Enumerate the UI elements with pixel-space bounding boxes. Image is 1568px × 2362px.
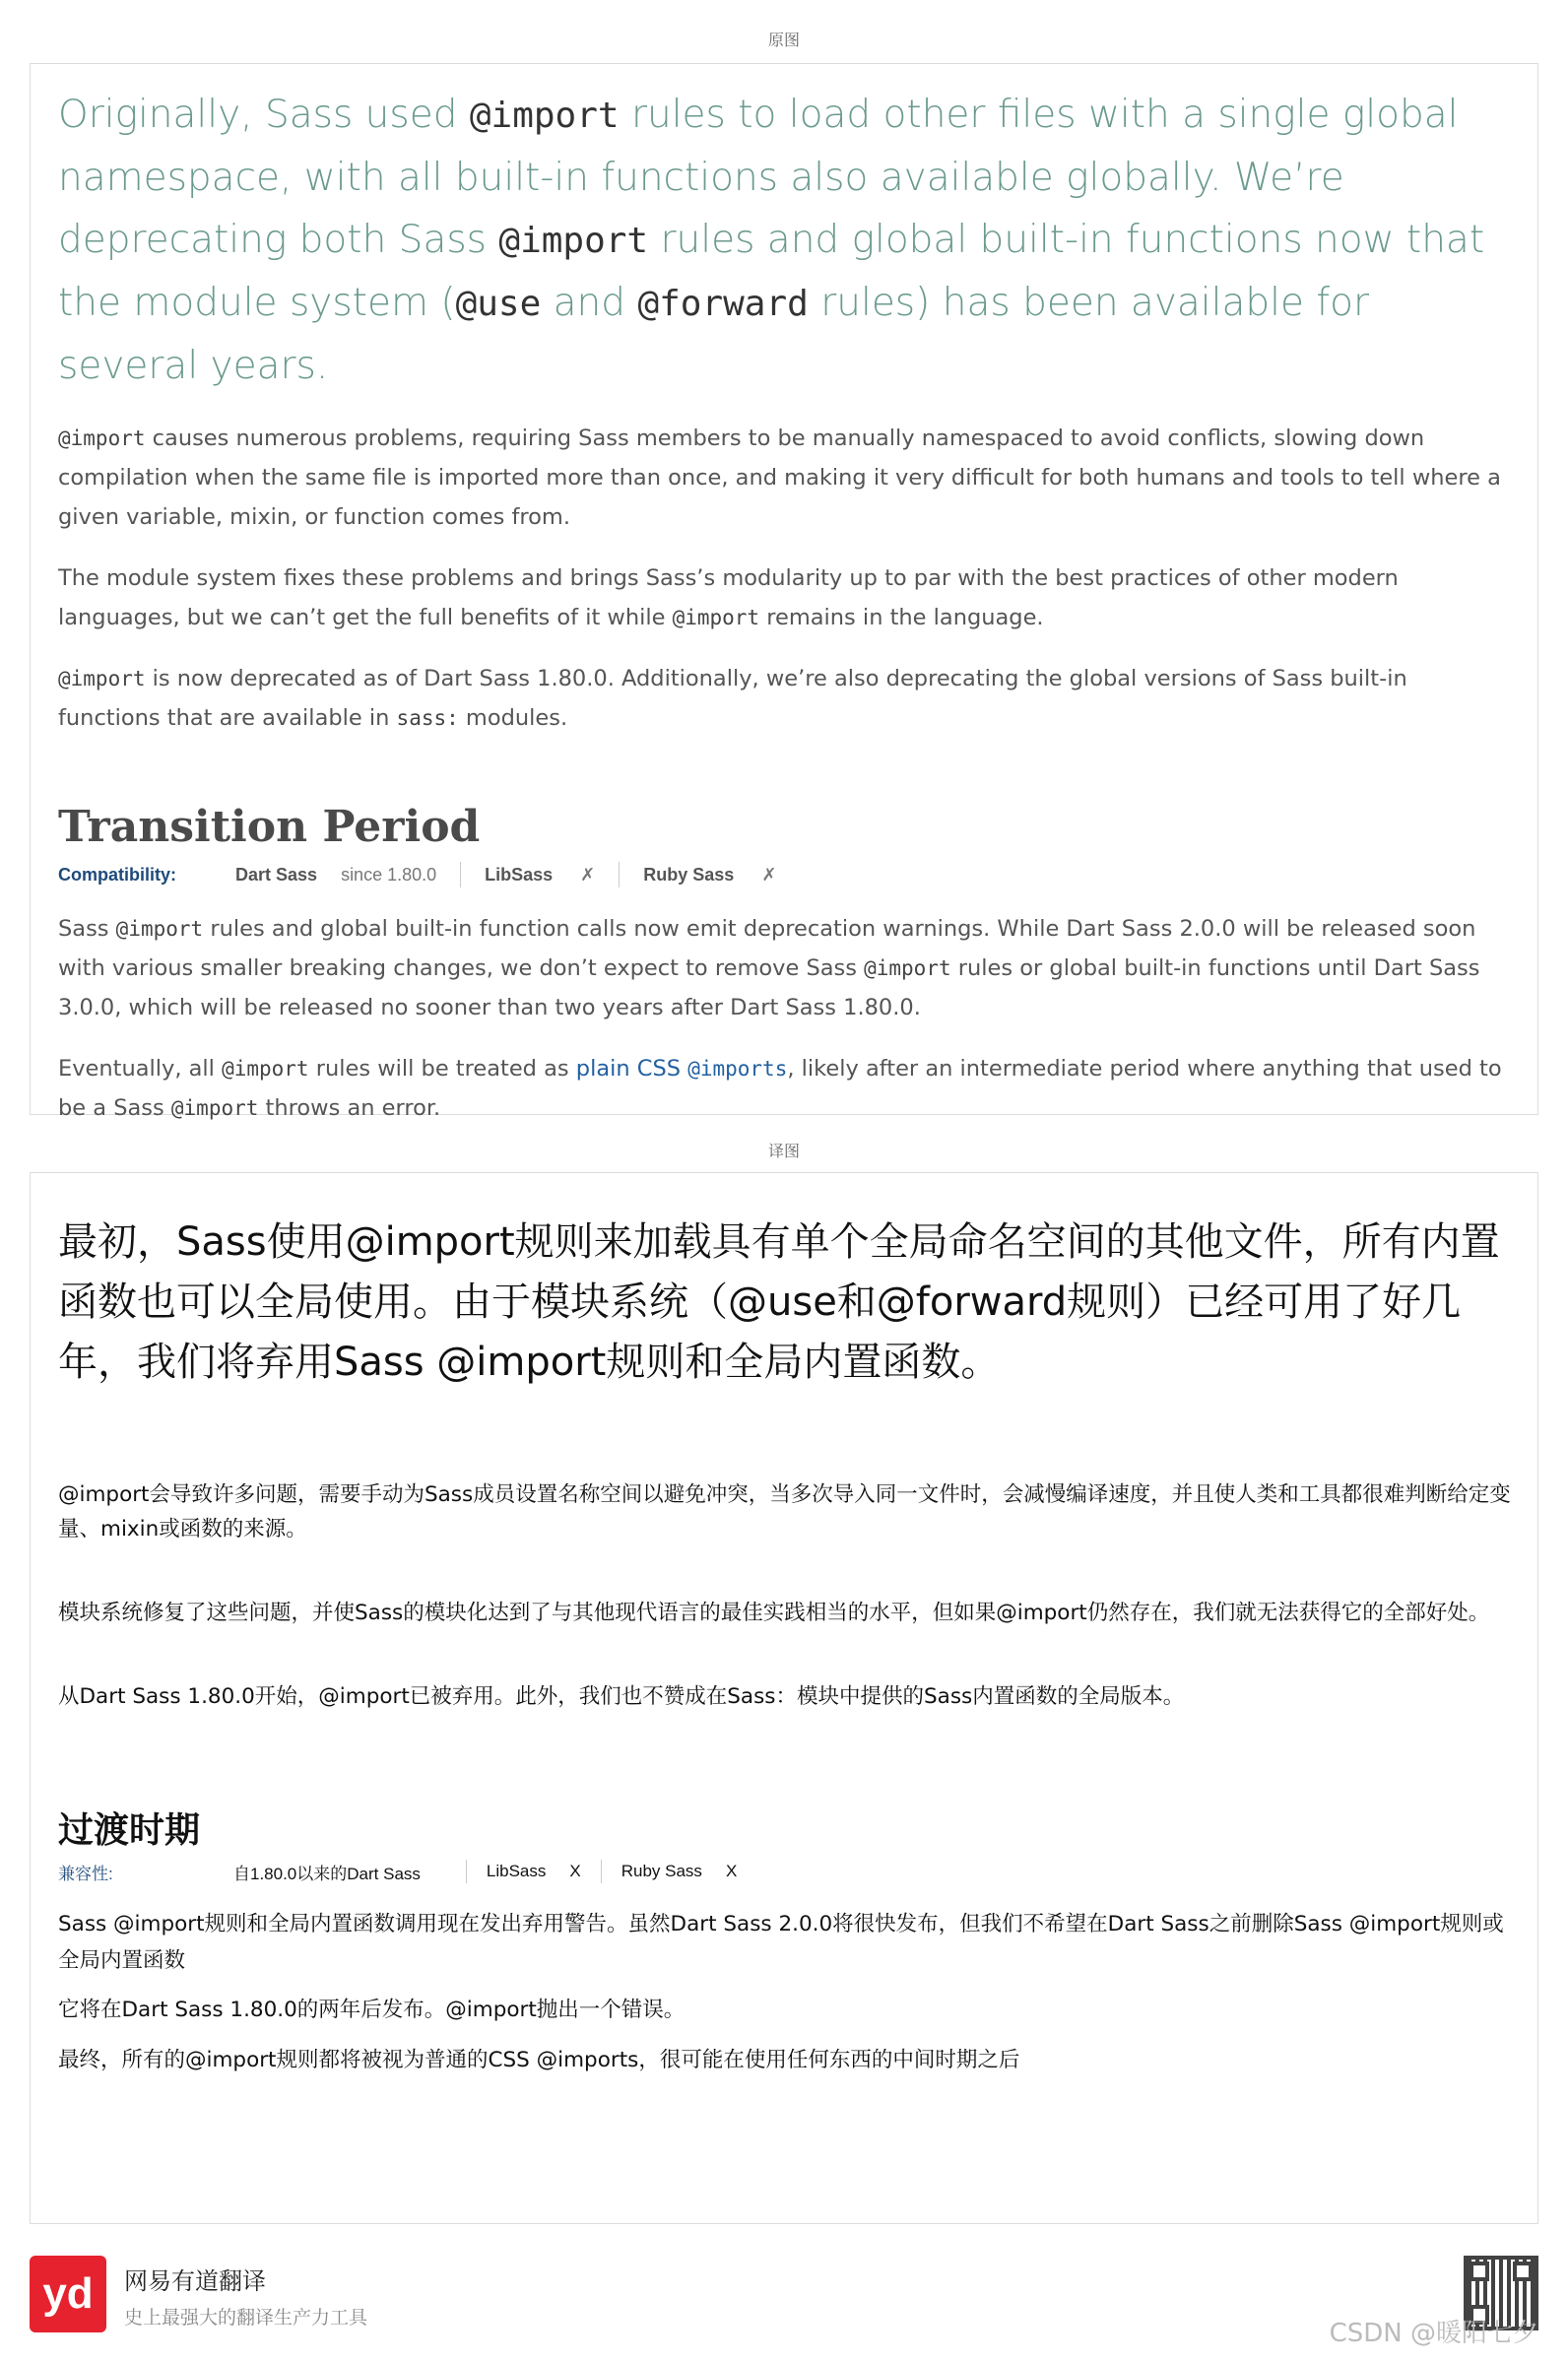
- translated-paragraph-release: 它将在Dart Sass 1.80.0的两年后发布。@import抛出一个错误。: [58, 1998, 686, 2022]
- qr-corner: [1513, 2262, 1533, 2281]
- translated-heading: 过渡时期: [58, 1810, 201, 1851]
- libsass-unsupported-icon: ✗: [580, 864, 596, 885]
- ruby-sass-unsupported-icon: ✗: [761, 864, 777, 885]
- translated-ruby-sass-unsupported-icon: X: [725, 1862, 738, 1880]
- watermark: CSDN @暖阳七夕: [1329, 2319, 1538, 2348]
- libsass-label: LibSass: [485, 864, 554, 885]
- translated-ruby-sass-label: Ruby Sass: [621, 1862, 702, 1880]
- brand-slogan: 史上最强大的翻译生产力工具: [124, 2307, 368, 2329]
- original-panel: [30, 63, 1538, 1121]
- dart-sass-label: Dart Sass: [235, 864, 318, 885]
- dart-sass-since: since 1.80.0: [341, 864, 437, 885]
- translated-label: 译图: [767, 1144, 800, 1160]
- translated-paragraph-deprecated: 从Dart Sass 1.80.0开始，@import已被弃用。此外，我们也不赞成在Sass：模块中提供的Sass内置函数的全局版本。: [58, 1684, 1185, 1709]
- compatibility-row: [58, 858, 1516, 891]
- translated-panel: [30, 1172, 1538, 2224]
- paragraph-deprecated: @import is now deprecated as of Dart Sass 1.80.0. Additionally, we’re also deprecating the global versions of Sass built-in functions that are available in sass: modules.: [58, 666, 1407, 731]
- divider: [601, 1860, 602, 1883]
- divider: [460, 862, 461, 887]
- paragraph-warnings: Sass @import rules and global built-in function calls now emit deprecation warnings. While Dart Sass 2.0.0 will be released soon with various smaller breaking changes, we don’t expect to remove Sass @import rules or global built-in functions until Dart Sass 3.0.0, which will be released no sooner than two years after Dart Sass 1.80.0.: [58, 916, 1480, 1020]
- translated-libsass-unsupported-icon: X: [569, 1862, 581, 1880]
- compatibility-label: Compatibility:: [58, 864, 176, 885]
- divider: [466, 1860, 467, 1883]
- paragraph-import-problems: @import causes numerous problems, requiring Sass members to be manually namespaced to avoid conflicts, slowing down compilation when the same file is imported more than once, and making it very difficult for both humans and tools to tell where a given variable, mixin, or function comes from.: [58, 426, 1501, 530]
- translated-libsass-label: LibSass: [486, 1862, 547, 1880]
- brand-name: 网易有道翻译: [124, 2267, 266, 2295]
- translated-paragraph-module-system: 模块系统修复了这些问题，并使Sass的模块化达到了与其他现代语言的最佳实践相当的水平，但如果@import仍然存在，我们就无法获得它的全部好处。: [58, 1601, 1490, 1625]
- translated-dart-sass-label: 自1.80.0以来的Dart Sass: [233, 1864, 421, 1883]
- translated-paragraph-eventually: 最终，所有的@import规则都将被视为普通的CSS @imports，很可能在使用任何东西的中间时期之后: [58, 2048, 1020, 2072]
- plain-css-imports-link[interactable]: plain CSS @imports: [575, 1056, 788, 1082]
- ruby-sass-label: Ruby Sass: [643, 864, 735, 885]
- translated-paragraph-import-problems: @import会导致许多问题，需要手动为Sass成员设置名称空间以避免冲突，当多次导入同一文件时，会减慢编译速度，并且使人类和工具都很难判断给定变量、mixin或函数的来源。: [58, 1482, 1511, 1542]
- paragraph-module-system: The module system fixes these problems and brings Sass’s modularity up to par with the best practices of other modern languages, but we can’t get the full benefits of it while @import remains in the language.: [58, 565, 1399, 630]
- translated-compatibility-row: [58, 1857, 1516, 1886]
- footer: [30, 2256, 1538, 2348]
- translated-lead-paragraph: 最初，Sass使用@import规则来加载具有单个全局命名空间的其他文件，所有内置函数也可以全局使用。由于模块系统（@use和@forward规则）已经可用了好几年，我们将弃用Sass @import规则和全局内置函数。: [58, 1219, 1500, 1385]
- divider: [619, 862, 620, 887]
- translated-paragraph-warnings: Sass @import规则和全局内置函数调用现在发出弃用警告。虽然Dart Sass 2.0.0将很快发布，但我们不希望在Dart Sass之前删除Sass @import规则或全局内置函数: [58, 1912, 1504, 1973]
- paragraph-eventually: Eventually, all @import rules will be treated as plain CSS @imports, likely after an intermediate period where anything that used to be a Sass @import throws an error.: [58, 1056, 1502, 1121]
- qr-corner: [1470, 2262, 1489, 2281]
- transition-period-heading: Transition Period: [58, 802, 481, 852]
- youdao-logo: yd: [30, 2256, 106, 2332]
- original-label: 原图: [767, 33, 800, 49]
- translated-compatibility-label: 兼容性:: [58, 1864, 113, 1883]
- lead-paragraph: Originally, Sass used @import rules to load other files with a single global namespace, with all built-in functions also available globally. We’re deprecating both Sass @import rules and global built-in functions now that the module system (@use and @forward rules) has been available for several years.: [58, 93, 1485, 388]
